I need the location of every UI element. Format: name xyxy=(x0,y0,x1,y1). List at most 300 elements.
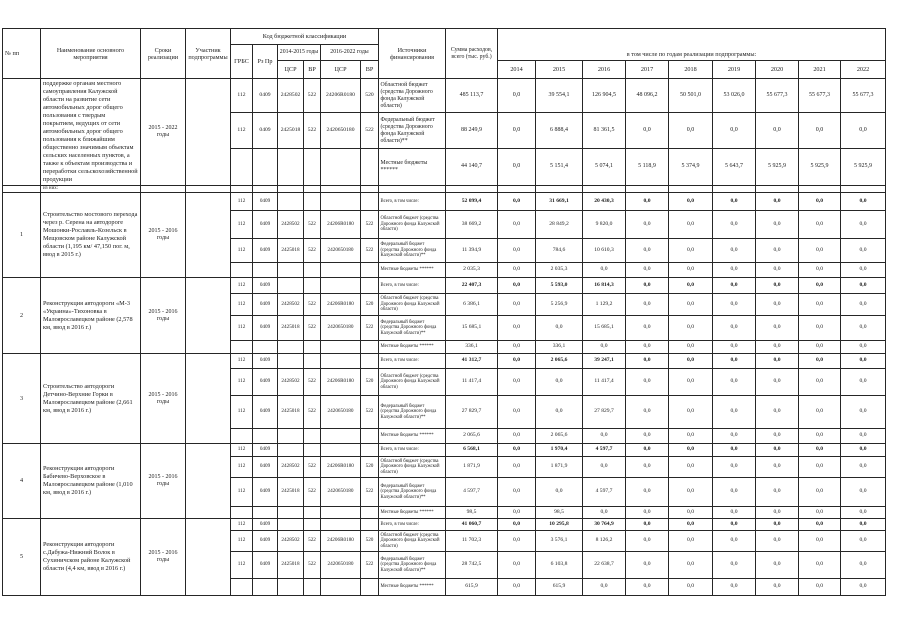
total-amount xyxy=(446,341,498,354)
vr-2014-2015-code xyxy=(304,263,321,278)
amount-2021-text: 0,0 xyxy=(816,300,823,307)
csr-2014-2015-code xyxy=(278,457,304,478)
amount-2021-text: 0,0 xyxy=(816,324,823,331)
amount-2017-text: 0,0 xyxy=(643,488,651,495)
amount-2020 xyxy=(756,507,799,519)
amount-2016-text: 11 417,4 xyxy=(594,378,614,385)
vr-2014-2015-code xyxy=(304,113,321,149)
amount-2022-text: 0,0 xyxy=(859,488,867,495)
vr-2016-2022-code xyxy=(361,263,379,278)
amount-2017-text: 5 118,9 xyxy=(638,163,656,170)
vr-2016-2022-code xyxy=(361,507,379,519)
csr-2016-2022-code-text: 2420650180 xyxy=(327,246,354,253)
rzpr-code-text: 0409 xyxy=(259,378,271,385)
amount-2019-text: 0,0 xyxy=(730,281,738,288)
amount-2017 xyxy=(626,579,669,596)
total-amount-text: 41 312,7 xyxy=(461,357,482,364)
amount-2022-text: 0,0 xyxy=(859,378,867,385)
amount-2018-text: 0,0 xyxy=(686,126,695,133)
amount-2021 xyxy=(799,79,841,113)
vr-2016-2022-code xyxy=(361,341,379,354)
funding-source xyxy=(379,354,446,369)
grbs-code xyxy=(231,263,253,278)
vr-2014-2015-code-text: 522 xyxy=(308,300,316,307)
total-amount-text: 44 140,7 xyxy=(461,163,482,170)
amount-2016-text: 15 685,1 xyxy=(594,324,614,331)
amount-2016-text: 16 814,3 xyxy=(594,281,614,288)
amount-2014 xyxy=(498,396,536,429)
amount-2019 xyxy=(713,263,756,278)
amount-2019 xyxy=(713,79,756,113)
amount-2014-text: 0,0 xyxy=(513,281,520,288)
amount-2015-text: 3 576,1 xyxy=(550,537,568,544)
amount-2014 xyxy=(498,531,536,552)
amount-2017 xyxy=(626,507,669,519)
csr-2016-2022-code xyxy=(321,294,361,316)
empty-cell xyxy=(361,186,379,193)
amount-2019-text: 0,0 xyxy=(730,246,738,253)
csr-2016-2022-code-text: 24206R0180 xyxy=(327,463,354,470)
amount-2021 xyxy=(799,478,841,507)
csr-2014-2015-code xyxy=(278,429,304,444)
amount-2022-text: 0,0 xyxy=(859,537,867,544)
csr-2016-2022-code xyxy=(321,79,361,113)
amount-2020-text: 0,0 xyxy=(773,520,781,527)
vr-2014-2015-code-text: 522 xyxy=(308,246,316,253)
csr-2014-2015-code xyxy=(278,79,304,113)
amount-2022 xyxy=(841,278,886,294)
amount-2016-text: 126 904,5 xyxy=(592,91,616,98)
vr-2014-2015-code xyxy=(304,507,321,519)
amount-2016-text: 10 610,3 xyxy=(594,246,614,253)
csr-2014-2015-code xyxy=(278,341,304,354)
csr-2014-2015-code xyxy=(278,507,304,519)
csr-2014-2015-code xyxy=(278,396,304,429)
header-total-amount xyxy=(446,29,498,79)
amount-2019-text: 0,0 xyxy=(730,378,738,385)
amount-2018 xyxy=(669,369,713,396)
amount-2014 xyxy=(498,341,536,354)
csr-2016-2022-code-text: 24206R0180 xyxy=(326,91,355,98)
total-amount xyxy=(446,354,498,369)
amount-2020-text: 0,0 xyxy=(773,508,781,515)
csr-2016-2022-code xyxy=(321,149,361,186)
amount-2014-text: 0,0 xyxy=(513,561,520,568)
amount-2015 xyxy=(536,369,583,396)
amount-2014 xyxy=(498,193,536,211)
rzpr-code xyxy=(253,79,278,113)
funding-source-text: Федеральный бюджет (средства Дорожного фонда Калужской области)** xyxy=(380,319,437,336)
amount-2020 xyxy=(756,341,799,354)
empty-cell xyxy=(669,186,713,193)
vr-2014-2015-code xyxy=(304,457,321,478)
csr-2016-2022-code-text: 2420650180 xyxy=(326,126,355,133)
amount-2016 xyxy=(583,149,626,186)
amount-2019 xyxy=(713,519,756,531)
amount-2015 xyxy=(536,354,583,369)
amount-2014-text: 0,0 xyxy=(513,300,520,307)
total-amount xyxy=(446,369,498,396)
rzpr-code-text: 0409 xyxy=(259,488,271,495)
amount-2020 xyxy=(756,531,799,552)
amount-2014-text: 0,0 xyxy=(513,463,520,470)
amount-2016 xyxy=(583,531,626,552)
amount-2020-text: 0,0 xyxy=(773,281,781,288)
amount-2019-text: 0,0 xyxy=(730,300,738,307)
amount-2022 xyxy=(841,211,886,239)
vr-2016-2022-code-text: 520 xyxy=(365,537,374,544)
vr-2016-2022-code-text: 522 xyxy=(365,408,374,415)
amount-2015 xyxy=(536,531,583,552)
amount-2014 xyxy=(498,478,536,507)
csr-2016-2022-code xyxy=(321,193,361,211)
amount-2019 xyxy=(713,211,756,239)
implementation-term xyxy=(141,278,186,354)
amount-2015-text: 98,5 xyxy=(554,508,564,515)
amount-2014 xyxy=(498,113,536,149)
header-year-text: 2016 xyxy=(597,66,611,73)
amount-2021 xyxy=(799,211,841,239)
grbs-code-text: 112 xyxy=(237,378,246,385)
implementation-term xyxy=(141,79,186,186)
vr-2016-2022-code xyxy=(361,278,379,294)
amount-2020-text: 0,0 xyxy=(773,357,781,364)
csr-2014-2015-code-text: 2428502 xyxy=(281,463,300,470)
total-amount xyxy=(446,444,498,457)
grbs-code xyxy=(231,239,253,263)
total-amount-text: 1 871,9 xyxy=(463,463,480,470)
csr-2014-2015-code xyxy=(278,294,304,316)
amount-2014-text: 0,0 xyxy=(513,378,520,385)
rzpr-code xyxy=(253,294,278,316)
amount-2021 xyxy=(799,294,841,316)
total-amount xyxy=(446,478,498,507)
amount-2014 xyxy=(498,429,536,444)
amount-2016 xyxy=(583,507,626,519)
funding-source-text: Федеральный бюджет (средства Дорожного фонда Калужской области)** xyxy=(380,556,437,573)
amount-2018-text: 0,0 xyxy=(687,266,694,273)
header-year-2017 xyxy=(626,61,669,79)
funding-source-text: Областной бюджет (средства Дорожного фонда Калужской области) xyxy=(380,373,440,390)
amount-2016-text: 0,0 xyxy=(600,463,608,470)
amount-2017-text: 0,0 xyxy=(643,197,651,204)
amount-2021-text: 0,0 xyxy=(816,432,823,439)
vr-2016-2022-code xyxy=(361,444,379,457)
vr-2014-2015-code-text: 522 xyxy=(308,561,316,568)
amount-2014-text: 0,0 xyxy=(513,266,520,273)
amount-2015 xyxy=(536,579,583,596)
amount-2016 xyxy=(583,294,626,316)
amount-2017 xyxy=(626,341,669,354)
amount-2020 xyxy=(756,579,799,596)
rzpr-code xyxy=(253,429,278,444)
amount-2015-text: 6 103,8 xyxy=(550,561,568,568)
header-year-2020 xyxy=(756,61,799,79)
amount-2015-text: 0,0 xyxy=(555,408,563,415)
amount-2020-text: 0,0 xyxy=(773,343,781,350)
row-number xyxy=(3,519,41,596)
amount-2016 xyxy=(583,316,626,341)
amount-2022-text: 0,0 xyxy=(859,324,867,331)
amount-2021 xyxy=(799,263,841,278)
amount-2014 xyxy=(498,316,536,341)
amount-2015-text: 39 554,1 xyxy=(548,91,570,98)
empty-cell xyxy=(278,186,304,193)
vr-2016-2022-code-text: 522 xyxy=(365,561,374,568)
amount-2019-text: 0,0 xyxy=(730,520,738,527)
csr-2016-2022-code xyxy=(321,519,361,531)
amount-2015 xyxy=(536,316,583,341)
funding-source xyxy=(379,429,446,444)
vr-2014-2015-code xyxy=(304,579,321,596)
amount-2015 xyxy=(536,341,583,354)
amount-2017-text: 0,0 xyxy=(643,300,651,307)
grbs-code-text: 112 xyxy=(237,281,246,288)
amount-2018-text: 0,0 xyxy=(687,408,694,415)
amount-2014-text: 0,0 xyxy=(512,126,521,133)
total-amount xyxy=(446,193,498,211)
csr-2014-2015-code xyxy=(278,239,304,263)
csr-2016-2022-code-text: 2420650180 xyxy=(327,324,354,331)
row-number xyxy=(3,354,41,444)
rzpr-code-text: 0409 xyxy=(259,126,271,133)
amount-2020 xyxy=(756,519,799,531)
amount-2016-text: 30 764,9 xyxy=(594,520,614,527)
total-amount xyxy=(446,531,498,552)
amount-2019 xyxy=(713,316,756,341)
csr-2014-2015-code xyxy=(278,263,304,278)
rzpr-code-text: 0409 xyxy=(259,408,271,415)
measure-name-text: Строительство мостового перехода через р. Серена на автодороге Мошонки-Рославль-Козельск в Мещовском районе Калужской области (1,195 км/ 47,150 пог. м, ввод в 2015 г.) xyxy=(43,211,138,258)
funding-source-text: Местные бюджеты ****** xyxy=(380,267,434,273)
grbs-code-text: 112 xyxy=(237,446,246,453)
amount-2019 xyxy=(713,429,756,444)
rzpr-code xyxy=(253,396,278,429)
vr-2014-2015-code xyxy=(304,519,321,531)
amount-2018-text: 0,0 xyxy=(687,220,694,227)
csr-2016-2022-code xyxy=(321,444,361,457)
csr-2014-2015-code xyxy=(278,478,304,507)
vr-2016-2022-code xyxy=(361,531,379,552)
funding-source-text: Областной бюджет (средства Дорожного фонда Калужской области) xyxy=(380,458,440,475)
measure-name xyxy=(41,444,141,519)
csr-2016-2022-code xyxy=(321,531,361,552)
amount-2020-text: 0,0 xyxy=(773,583,781,590)
amount-2020 xyxy=(756,211,799,239)
vr-2014-2015-code xyxy=(304,316,321,341)
amount-2015-text: 5 256,9 xyxy=(550,300,568,307)
amount-2021-text: 0,0 xyxy=(816,408,823,415)
vr-2014-2015-code xyxy=(304,149,321,186)
header-csr-text: ЦСР xyxy=(334,66,347,73)
amount-2020-text: 0,0 xyxy=(773,324,781,331)
amount-2019-text: 0,0 xyxy=(730,463,738,470)
header-period-2014-2015 xyxy=(278,45,321,61)
rzpr-code xyxy=(253,341,278,354)
amount-2014 xyxy=(498,507,536,519)
amount-2018 xyxy=(669,354,713,369)
amount-2014-text: 0,0 xyxy=(512,91,521,98)
amount-2022-text: 0,0 xyxy=(859,508,867,515)
amount-2020-text: 0,0 xyxy=(773,126,781,133)
amount-2018-text: 0,0 xyxy=(687,520,694,527)
amount-2015 xyxy=(536,278,583,294)
empty-cell xyxy=(713,186,756,193)
amount-2021 xyxy=(799,519,841,531)
vr-2016-2022-code xyxy=(361,239,379,263)
vr-2016-2022-code xyxy=(361,369,379,396)
row-number xyxy=(3,79,41,186)
csr-2014-2015-code-text: 2428502 xyxy=(280,91,301,98)
funding-source-text: Областной бюджет (средства Дорожного фонда Калужской области) xyxy=(380,216,440,233)
amount-2021-text: 0,0 xyxy=(816,520,823,527)
amount-2019-text: 0,0 xyxy=(730,561,738,568)
vr-2014-2015-code-text: 522 xyxy=(308,324,316,331)
total-amount-text: 98,5 xyxy=(466,508,477,515)
amount-2019 xyxy=(713,579,756,596)
funding-source-text: Областной бюджет (средства Дорожного фонда Калужской области) xyxy=(380,296,440,313)
amount-2019 xyxy=(713,341,756,354)
amount-2020 xyxy=(756,444,799,457)
amount-2020 xyxy=(756,149,799,186)
total-amount-text: 2 065,6 xyxy=(463,432,480,439)
vr-2014-2015-code xyxy=(304,552,321,579)
csr-2014-2015-code-text: 2425018 xyxy=(281,246,300,253)
amount-2022-text: 0,0 xyxy=(859,446,867,453)
amount-2017 xyxy=(626,396,669,429)
amount-2018-text: 0,0 xyxy=(687,583,694,590)
grbs-code-text: 112 xyxy=(237,463,246,470)
vr-2016-2022-code xyxy=(361,149,379,186)
amount-2016-text: 1 129,2 xyxy=(595,300,613,307)
funding-source-text: Местные бюджеты ****** xyxy=(380,344,434,350)
grbs-code-text: 112 xyxy=(237,561,246,568)
amount-2017-text: 0,0 xyxy=(643,583,651,590)
amount-2021 xyxy=(799,507,841,519)
amount-2017-text: 48 096,2 xyxy=(636,91,658,98)
amount-2022 xyxy=(841,478,886,507)
empty-cell xyxy=(141,186,186,193)
amount-2015 xyxy=(536,478,583,507)
amount-2018 xyxy=(669,478,713,507)
csr-2016-2022-code-text: 24206R0180 xyxy=(327,220,354,227)
amount-2020-text: 0,0 xyxy=(773,408,781,415)
implementation-term-text: 2015 - 2016 годы xyxy=(148,391,178,405)
total-amount xyxy=(446,316,498,341)
header-grbs-text: ГРБС xyxy=(234,58,249,65)
vr-2014-2015-code-text: 522 xyxy=(307,126,317,133)
header-period-2016-2022 xyxy=(321,45,379,61)
csr-2016-2022-code xyxy=(321,457,361,478)
amount-2021 xyxy=(799,316,841,341)
amount-2022-text: 0,0 xyxy=(859,266,867,273)
total-amount xyxy=(446,149,498,186)
participant xyxy=(186,278,231,354)
subheader-label-text: из них: xyxy=(43,186,59,191)
funding-source xyxy=(379,369,446,396)
header-year-text: 2019 xyxy=(727,66,741,73)
rzpr-code-text: 0409 xyxy=(259,300,271,307)
amount-2014-text: 0,0 xyxy=(513,488,520,495)
measure-name xyxy=(41,354,141,444)
amount-2018 xyxy=(669,579,713,596)
amount-2018-text: 0,0 xyxy=(687,561,694,568)
row-number xyxy=(3,278,41,354)
amount-2014 xyxy=(498,369,536,396)
measure-name xyxy=(41,193,141,278)
header-participant xyxy=(186,29,231,79)
amount-2015-text: 5 593,0 xyxy=(550,281,568,288)
vr-2016-2022-code xyxy=(361,316,379,341)
grbs-code-text: 112 xyxy=(237,197,246,204)
amount-2018-text: 0,0 xyxy=(687,281,694,288)
empty-cell xyxy=(446,186,498,193)
amount-2016 xyxy=(583,369,626,396)
amount-2017-text: 0,0 xyxy=(643,246,651,253)
amount-2020-text: 0,0 xyxy=(773,537,781,544)
amount-2014-text: 0,0 xyxy=(513,246,520,253)
row-number xyxy=(3,444,41,519)
amount-2022 xyxy=(841,531,886,552)
total-amount-text: 11 394,9 xyxy=(461,246,482,253)
amount-2018 xyxy=(669,278,713,294)
total-amount xyxy=(446,239,498,263)
grbs-code-text: 112 xyxy=(237,520,246,527)
amount-2017-text: 0,0 xyxy=(643,463,651,470)
row-number-text: 5 xyxy=(19,553,24,561)
funding-source xyxy=(379,507,446,519)
vr-2016-2022-code xyxy=(361,579,379,596)
amount-2015 xyxy=(536,149,583,186)
total-amount xyxy=(446,79,498,113)
amount-2015 xyxy=(536,457,583,478)
total-amount xyxy=(446,113,498,149)
vr-2016-2022-code-text: 520 xyxy=(365,463,374,470)
empty-cell xyxy=(379,186,446,193)
empty-cell xyxy=(253,186,278,193)
amount-2014 xyxy=(498,457,536,478)
csr-2014-2015-code-text: 2425018 xyxy=(281,488,300,495)
total-amount xyxy=(446,429,498,444)
header-measure-name xyxy=(41,29,141,79)
amount-2016 xyxy=(583,193,626,211)
amount-2019-text: 0,0 xyxy=(730,266,738,273)
total-amount-text: 15 685,1 xyxy=(461,324,482,331)
amount-2015-text: 784,6 xyxy=(552,246,566,253)
csr-2016-2022-code xyxy=(321,113,361,149)
amount-2020-text: 5 925,9 xyxy=(768,163,786,170)
rzpr-code-text: 0409 xyxy=(259,246,271,253)
measure-name-text: Реконструкция автодороги Бабичево-Верховское в Малоярославецком районе (1,010 км, ввод в 2016 г.) xyxy=(43,465,133,496)
amount-2018 xyxy=(669,79,713,113)
total-amount xyxy=(446,396,498,429)
amount-2022-text: 0,0 xyxy=(859,343,867,350)
participant xyxy=(186,354,231,444)
funding-source xyxy=(379,263,446,278)
header-participant-text: Участник подпрограммы xyxy=(188,46,228,61)
vr-2016-2022-code xyxy=(361,211,379,239)
amount-2018-text: 0,0 xyxy=(687,300,694,307)
csr-2014-2015-code xyxy=(278,354,304,369)
vr-2016-2022-code xyxy=(361,429,379,444)
csr-2016-2022-code xyxy=(321,396,361,429)
amount-2016 xyxy=(583,429,626,444)
amount-2016 xyxy=(583,552,626,579)
amount-2022-text: 0,0 xyxy=(859,561,867,568)
amount-2020 xyxy=(756,552,799,579)
csr-2014-2015-code-text: 2428502 xyxy=(281,300,300,307)
header-num xyxy=(3,29,41,79)
